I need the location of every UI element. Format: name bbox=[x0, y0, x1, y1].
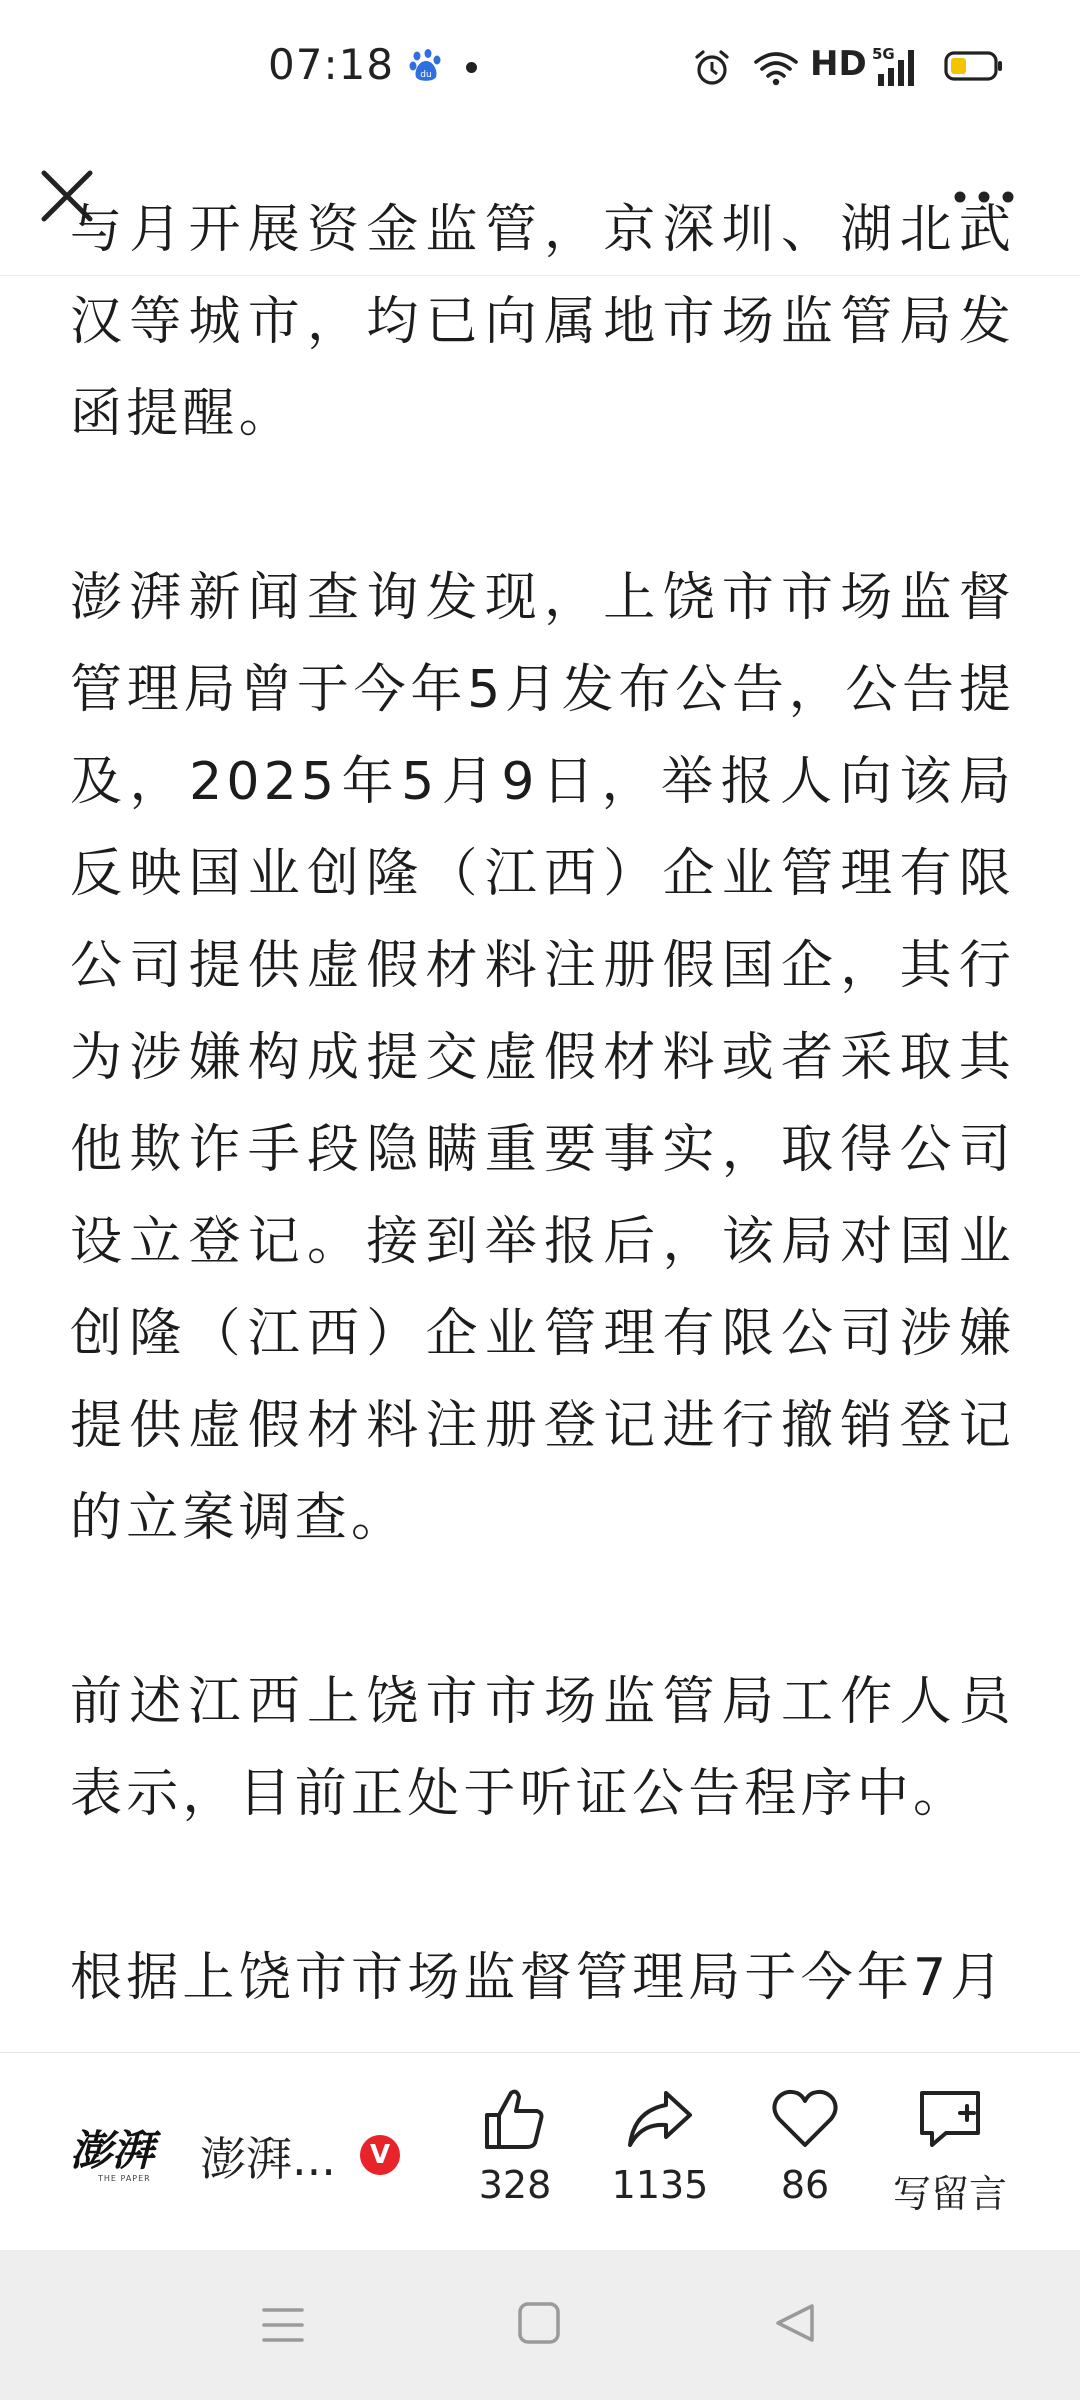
favorite-button[interactable] bbox=[735, 2085, 875, 2225]
comment-add-icon bbox=[916, 2085, 984, 2153]
signal-icon bbox=[872, 44, 928, 88]
article-body[interactable] bbox=[0, 200, 1080, 2051]
article-paragraph: 与月开展资金监管，京深圳、湖北武汉等城市，均已向属地市场监管局发函提醒。 bbox=[70, 200, 1015, 444]
favorite-count: 86 bbox=[780, 2163, 830, 2207]
status-bar bbox=[0, 0, 1080, 135]
menu-icon[interactable] bbox=[260, 2302, 306, 2348]
comment-button[interactable] bbox=[880, 2085, 1020, 2225]
action-bar bbox=[0, 2052, 1080, 2251]
network-type-label: HD bbox=[810, 44, 867, 84]
publisher-name[interactable]: 澎湃... bbox=[200, 2132, 336, 2186]
signal-5g-label: 5G bbox=[872, 45, 895, 63]
baidu-app-icon bbox=[408, 48, 444, 84]
share-button[interactable] bbox=[590, 2085, 730, 2225]
alarm-icon bbox=[692, 48, 732, 88]
like-button[interactable] bbox=[445, 2085, 585, 2225]
article-content bbox=[70, 184, 1015, 2116]
like-count: 328 bbox=[478, 2163, 552, 2207]
battery-icon bbox=[944, 50, 1004, 82]
heart-icon bbox=[771, 2085, 839, 2153]
notification-dot-icon bbox=[466, 62, 477, 73]
svg-text:du: du bbox=[420, 70, 432, 80]
verified-badge: V bbox=[360, 2135, 400, 2175]
back-icon[interactable] bbox=[772, 2300, 818, 2346]
svg-text:THE PAPER: THE PAPER bbox=[98, 2174, 151, 2183]
comment-label: 写留言 bbox=[892, 2172, 1007, 2216]
publisher-logo[interactable] bbox=[68, 2125, 178, 2185]
status-time: 07:18 bbox=[268, 40, 395, 89]
home-icon[interactable] bbox=[516, 2300, 562, 2346]
svg-text:澎湃: 澎湃 bbox=[70, 2126, 155, 2175]
wifi-icon bbox=[752, 48, 800, 88]
article-paragraph: 前述江西上饶市市场监管局工作人员表示，目前正处于听证公告程序中。 bbox=[70, 1672, 1015, 1824]
system-nav-bar bbox=[0, 2250, 1080, 2400]
article-paragraph: 根据上饶市市场监督管理局于今年7月 bbox=[70, 1948, 1007, 2008]
share-count: 1135 bbox=[611, 2163, 709, 2207]
thumbs-up-icon bbox=[481, 2085, 549, 2153]
article-paragraph: 澎湃新闻查询发现，上饶市市场监督管理局曾于今年5月发布公告，公告提及，2025年5月9日，举报人向该局反映国业创隆（江西）企业管理有限公司提供虚假材料注册假国企，其行为涉嫌构成提交虚假材料或者采取其他欺诈手段隐瞒重要事实，取得公司设立登记。接到举报后，该局对国业创隆（江西）企业管理有限公司涉嫌提供虚假材料注册登记进行撤销登记的立案调查。 bbox=[70, 568, 1015, 1548]
share-icon bbox=[626, 2085, 694, 2153]
